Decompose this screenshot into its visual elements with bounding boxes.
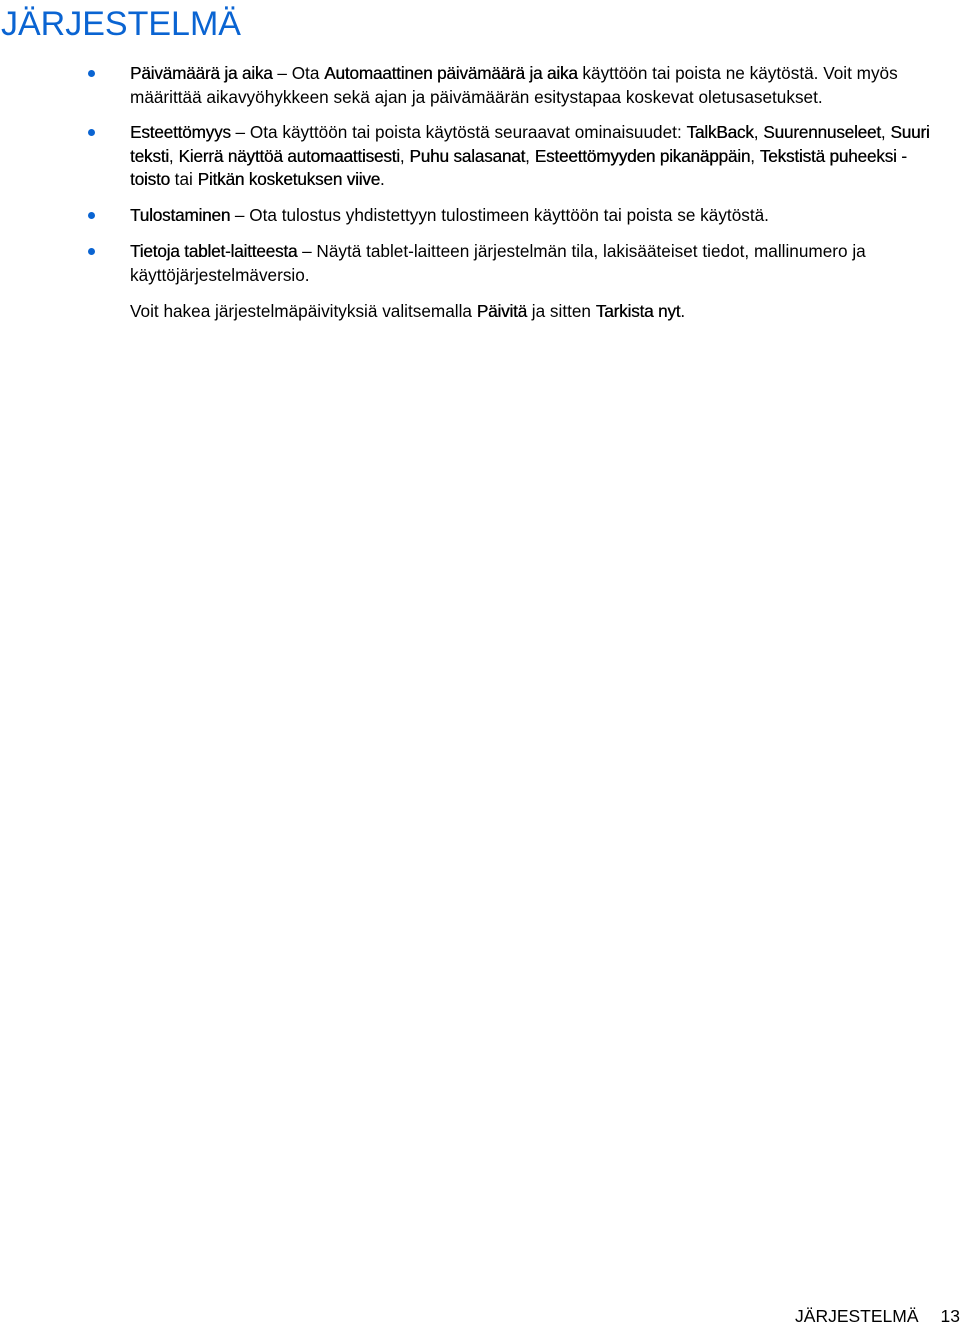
ui-label: TalkBack (686, 122, 754, 142)
term-label: Päivämäärä ja aika (130, 63, 273, 83)
ui-label-check-now: Tarkista nyt (595, 301, 681, 321)
term-label: Tietoja tablet-laitteesta (130, 241, 298, 261)
list-item-accessibility (130, 121, 945, 192)
term-label: Tulostaminen (130, 204, 231, 225)
item-text: Ota käyttöön tai poista käytöstä seuraavat ominaisuudet: (249, 122, 687, 142)
dash-separator: – (272, 63, 292, 83)
item-text: käyttöön tai poista ne käytöstä. Voit myös määrittää aikavyöhykkeen sekä ajan ja päivämäärän esitystapaa koskevat oletusasetukset. (130, 63, 898, 107)
closing-text: . (680, 301, 686, 321)
bullet-icon (88, 212, 95, 219)
ui-label: Suurennuseleet (763, 122, 881, 142)
list-item-about-tablet (130, 240, 945, 287)
item-text: Ota tulostus yhdistettyyn tulostimeen käyttöön tai poista se käytöstä. (249, 204, 769, 225)
dash-separator: – (230, 204, 250, 225)
item-text: , (750, 145, 760, 166)
item-text: Näytä tablet-laitteen järjestelmän tila, lakisääteiset tiedot, mallinumero ja käyttöjärjestelmäversio. (130, 241, 866, 285)
bullet-icon (88, 129, 95, 136)
item-text: , (399, 145, 410, 166)
ui-label: Tekstistä puheeksi -toisto (130, 145, 907, 189)
list-item-printing (130, 204, 945, 228)
item-text: . (380, 169, 385, 189)
closing-paragraph (130, 300, 945, 324)
ui-label: Suuri teksti (130, 122, 930, 166)
item-text: , (525, 145, 535, 166)
ui-label: Kierrä näyttöä automaattisesti (178, 145, 400, 166)
closing-text: Voit hakea järjestelmäpäivityksiä valitsemalla (130, 301, 477, 321)
settings-list (130, 62, 945, 287)
ui-label: Esteettömyyden pikanäppäin (534, 145, 751, 166)
item-text: tai (169, 169, 198, 189)
page-title: JÄRJESTELMÄ (1, 5, 241, 43)
bullet-icon (88, 248, 95, 255)
item-text: , (168, 145, 179, 166)
list-item-date-time (130, 62, 945, 109)
ui-label: Pitkän kosketuksen viive (197, 169, 381, 189)
footer-section-title: JÄRJESTELMÄ (795, 1306, 919, 1326)
closing-text: ja sitten (526, 301, 596, 321)
page-number: 13 (940, 1306, 960, 1326)
item-text: , (880, 122, 891, 142)
page-footer (795, 1304, 960, 1328)
ui-label-update: Päivitä (476, 301, 527, 321)
content (130, 62, 945, 324)
dash-separator: – (230, 122, 250, 142)
ui-label: Puhu salasanat (409, 145, 526, 166)
term-label: Esteettömyys (130, 122, 231, 142)
dash-separator: – (297, 241, 317, 261)
ui-label: Automaattinen päivämäärä ja aika (324, 63, 578, 83)
bullet-icon (88, 70, 95, 77)
item-text: , (753, 122, 764, 142)
item-text: Ota (291, 63, 325, 83)
